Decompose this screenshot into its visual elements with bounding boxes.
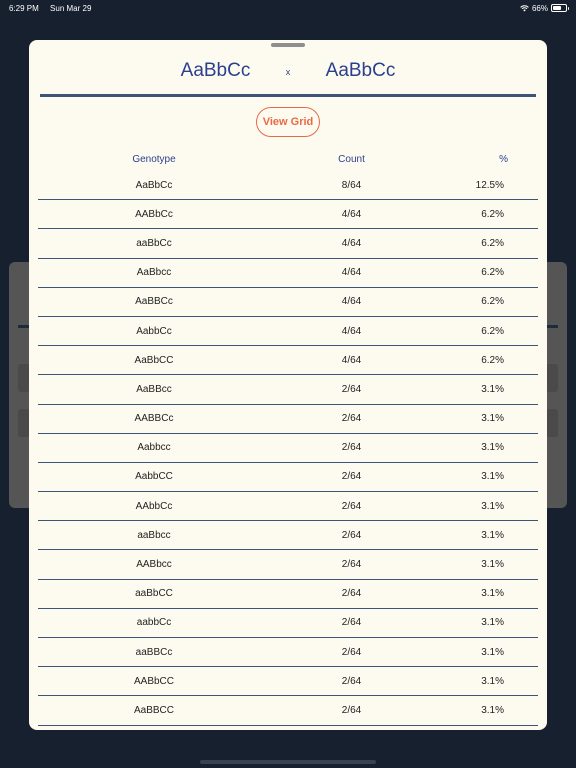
parent-1-genotype: AaBbCc — [180, 60, 251, 81]
percent-cell: 3.1% — [481, 617, 504, 629]
count-cell: 8/64 — [341, 179, 362, 191]
percent-cell: 3.1% — [481, 704, 504, 716]
status-date: Sun Mar 29 — [50, 3, 92, 13]
parent-2-genotype: AaBbCc — [325, 60, 396, 81]
percent-cell: 3.1% — [481, 646, 504, 658]
genotype-cell: AaBbcc — [136, 267, 172, 279]
genotype-table — [38, 147, 538, 726]
table-row — [38, 580, 538, 609]
percent-cell: 3.1% — [481, 413, 504, 425]
percent-cell: 3.1% — [481, 529, 504, 541]
view-grid-button[interactable]: View Grid — [256, 107, 320, 137]
genotype-cell: aaBbCC — [135, 588, 173, 600]
count-cell: 2/64 — [341, 529, 362, 541]
genotype-cell: AaBbCc — [135, 179, 173, 191]
header-divider — [40, 94, 536, 97]
count-cell: 2/64 — [341, 500, 362, 512]
sheet-grabber[interactable] — [271, 43, 305, 47]
cross-symbol: x — [285, 67, 291, 77]
battery-percent: 66% — [531, 3, 548, 13]
genotype-cell: AAbbCc — [135, 500, 173, 512]
wifi-icon — [520, 5, 529, 12]
table-row — [38, 492, 538, 521]
percent-cell: 6.2% — [481, 354, 504, 366]
percent-cell: 3.1% — [481, 383, 504, 395]
genotype-cell: AABbCc — [135, 208, 173, 220]
count-cell: 2/64 — [341, 617, 362, 629]
count-cell: 2/64 — [341, 471, 362, 483]
genotype-cell: AabbCc — [136, 325, 172, 337]
cross-header — [29, 57, 547, 85]
table-row — [38, 317, 538, 346]
column-header-percent: % — [499, 153, 508, 165]
table-row — [38, 259, 538, 288]
table-row — [38, 288, 538, 317]
genotype-cell: aaBBCc — [135, 646, 173, 658]
genotype-cell: AABbCC — [133, 675, 174, 687]
table-row — [38, 638, 538, 667]
count-cell: 2/64 — [341, 646, 362, 658]
table-row — [38, 609, 538, 638]
column-header-genotype: Genotype — [132, 153, 176, 165]
count-cell: 4/64 — [341, 325, 362, 337]
table-row — [38, 667, 538, 696]
home-indicator[interactable] — [200, 760, 376, 764]
genotype-cell: aabbCc — [136, 617, 172, 629]
table-row — [38, 463, 538, 492]
count-cell: 4/64 — [341, 296, 362, 308]
percent-cell: 3.1% — [481, 471, 504, 483]
percent-cell: 6.2% — [481, 296, 504, 308]
genotype-cell: AaBBCc — [135, 296, 173, 308]
status-time: 6:29 PM — [9, 3, 39, 13]
status-left — [9, 4, 100, 13]
percent-cell: 3.1% — [481, 559, 504, 571]
percent-cell: 6.2% — [481, 208, 504, 220]
status-bar — [0, 0, 576, 16]
genotype-cell: AABBCc — [134, 413, 174, 425]
percent-cell: 3.1% — [481, 500, 504, 512]
count-cell: 4/64 — [341, 354, 362, 366]
count-cell: 2/64 — [341, 675, 362, 687]
table-header — [38, 147, 538, 171]
percent-cell: 6.2% — [481, 267, 504, 279]
count-cell: 4/64 — [341, 208, 362, 220]
percent-cell: 3.1% — [481, 442, 504, 454]
genotype-cell: AaBbCC — [134, 354, 174, 366]
genotype-cell: Aabbcc — [137, 442, 171, 454]
background-slot — [546, 409, 558, 437]
genotype-cell: AabbCC — [135, 471, 173, 483]
genotype-cell: aaBbCc — [136, 237, 172, 249]
table-row — [38, 696, 538, 725]
genotype-cell: AaBBcc — [136, 383, 172, 395]
count-cell: 2/64 — [341, 559, 362, 571]
percent-cell: 3.1% — [481, 675, 504, 687]
table-row — [38, 229, 538, 258]
table-row — [38, 521, 538, 550]
table-row — [38, 375, 538, 404]
genotype-cell: aaBbcc — [137, 529, 171, 541]
table-row — [38, 434, 538, 463]
status-right — [520, 4, 567, 13]
genotype-cell: AABbcc — [136, 559, 172, 571]
count-cell: 2/64 — [341, 588, 362, 600]
table-row — [38, 346, 538, 375]
table-body — [38, 171, 538, 726]
percent-cell: 3.1% — [481, 588, 504, 600]
count-cell: 4/64 — [341, 267, 362, 279]
count-cell: 2/64 — [341, 442, 362, 454]
percent-cell: 12.5% — [475, 179, 504, 191]
table-row — [38, 171, 538, 200]
genotype-cell: AaBBCC — [133, 704, 174, 716]
table-row — [38, 200, 538, 229]
count-cell: 2/64 — [341, 383, 362, 395]
results-sheet — [29, 40, 547, 730]
count-cell: 4/64 — [341, 237, 362, 249]
table-row — [38, 405, 538, 434]
column-header-count: Count — [338, 153, 365, 165]
background-slot — [546, 364, 558, 392]
table-row — [38, 550, 538, 579]
percent-cell: 6.2% — [481, 237, 504, 249]
count-cell: 2/64 — [341, 413, 362, 425]
count-cell: 2/64 — [341, 704, 362, 716]
battery-fill — [553, 6, 561, 10]
battery-icon — [551, 4, 567, 12]
percent-cell: 6.2% — [481, 325, 504, 337]
